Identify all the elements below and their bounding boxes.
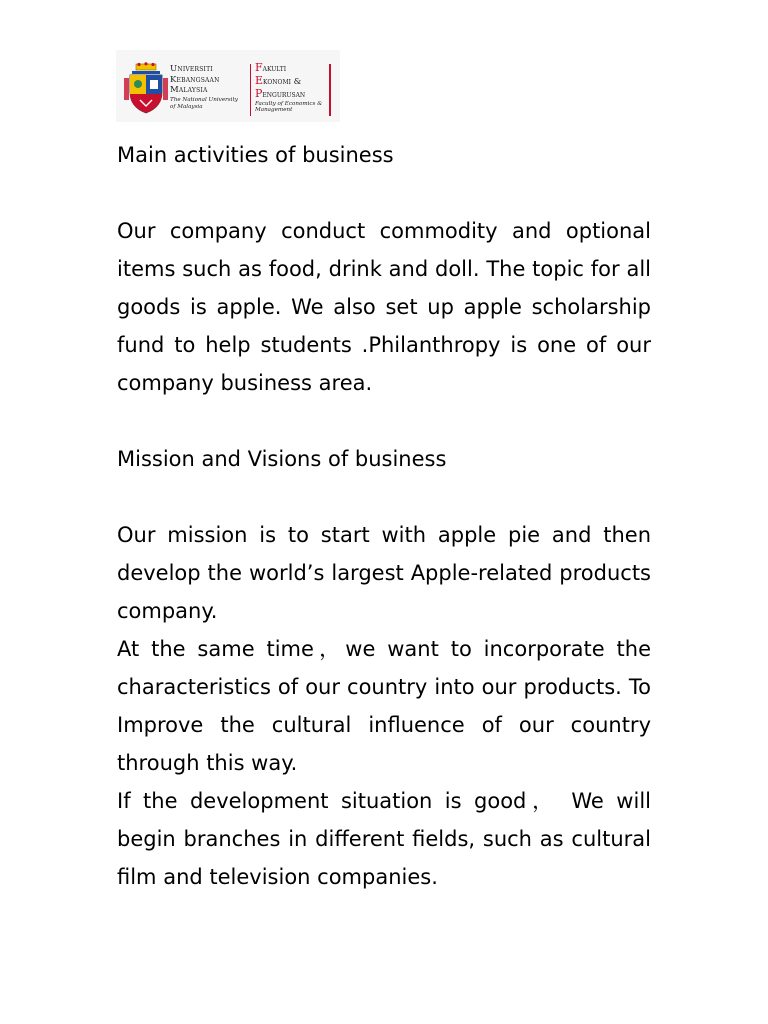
paragraph-mission-1: Our mission is to start with apple pie and then develop the world’s largest Apple-related products company. [117, 523, 651, 623]
faculty-tagline-2: Management [255, 107, 293, 114]
ukm-line-1: Universiti [170, 64, 213, 74]
faculty-line-3: Pengurusan [255, 87, 306, 100]
university-faculty-logo [116, 50, 340, 122]
logo-divider [250, 64, 251, 116]
section-heading-mission: Mission and Visions of business [117, 447, 447, 471]
ukm-name [170, 64, 250, 110]
faculty-tagline-1: Faculty of Economics & [255, 101, 323, 107]
paragraph-mission-3: If the development situation is good， We will begin branches in different fields, such as cultural film and television companies. [117, 789, 651, 889]
section-heading-activities: Main activities of business [117, 143, 394, 167]
paragraph-activities: Our company conduct commodity and optional items such as food, drink and doll. The topic for all goods is apple. We also set up apple scholarship fund to help students .Philanthropy is one of our company business area. [117, 219, 651, 395]
ukm-tagline-2: of Malaysia [170, 103, 203, 110]
faculty-line-2: Ekonomi & [255, 74, 302, 87]
ukm-tagline-1: The National University [170, 96, 238, 103]
paragraph-mission-2: At the same time，we want to incorporate the characteristics of our country into our products. To Improve the cultural influence of our country through this way. [117, 637, 651, 775]
ukm-line-3: Malaysia [170, 85, 208, 95]
logo-divider-right [329, 64, 331, 116]
document-page [117, 50, 651, 896]
ukm-crest-icon [124, 62, 168, 114]
faculty-line-1: Fakulti [255, 61, 287, 74]
faculty-name [255, 62, 329, 114]
ukm-line-2: Kebangsaan [170, 74, 220, 85]
